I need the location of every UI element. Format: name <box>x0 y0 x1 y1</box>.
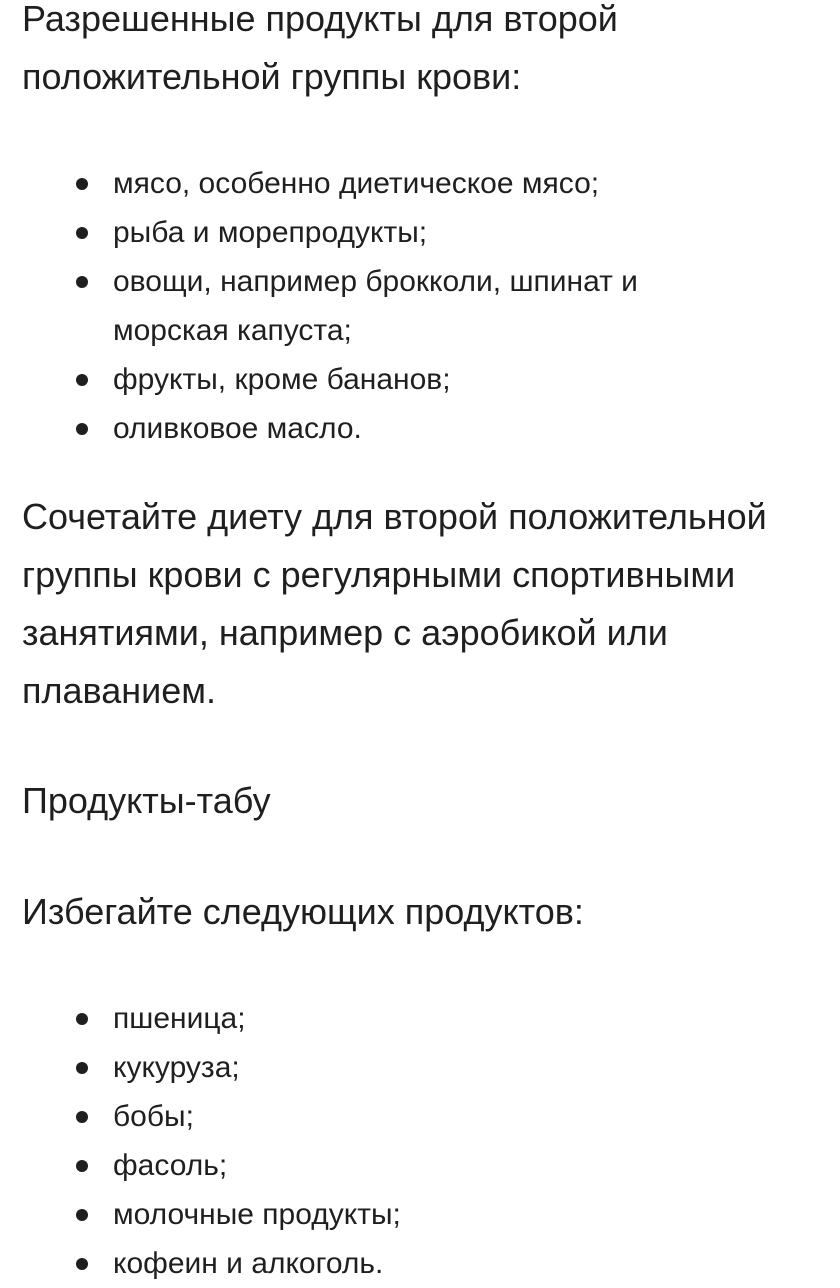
avoid-products-list <box>0 994 401 1288</box>
list-item: мясо, особенно диетическое мясо; <box>0 159 703 208</box>
list-item: фрукты, кроме бананов; <box>0 355 703 404</box>
sport-paragraph: Сочетайте диету для второй положительной группы крови с регулярными спортивными занятиями, например с аэробикой или плаванием. <box>22 496 767 711</box>
bullet-icon <box>76 1209 88 1221</box>
bullet-icon <box>76 1258 88 1270</box>
allowed-products-heading: Разрешенные продукты для второй положительной группы крови: <box>22 0 618 97</box>
bullet-icon <box>76 1013 88 1025</box>
bullet-icon <box>76 1111 88 1123</box>
bullet-icon <box>76 423 88 435</box>
list-item: фасоль; <box>0 1141 401 1190</box>
allowed-products-list <box>0 159 703 453</box>
bullet-icon <box>76 1160 88 1172</box>
bullet-icon <box>76 227 88 239</box>
bullet-icon <box>76 1062 88 1074</box>
list-item: пшеница; <box>0 994 401 1043</box>
list-item: молочные продукты; <box>0 1190 401 1239</box>
list-item: рыба и морепродукты; <box>0 208 703 257</box>
bullet-icon <box>76 178 88 190</box>
list-item: овощи, например брокколи, шпинат и морская капуста; <box>0 257 703 355</box>
list-item: бобы; <box>0 1092 401 1141</box>
list-item: оливковое масло. <box>0 404 703 453</box>
list-item: кукуруза; <box>0 1043 401 1092</box>
list-item: кофеин и алкоголь. <box>0 1239 401 1288</box>
taboo-heading: Продукты-табу <box>22 780 271 821</box>
bullet-icon <box>76 374 88 386</box>
bullet-icon <box>76 276 88 288</box>
avoid-products-heading: Избегайте следующих продуктов: <box>22 891 584 932</box>
